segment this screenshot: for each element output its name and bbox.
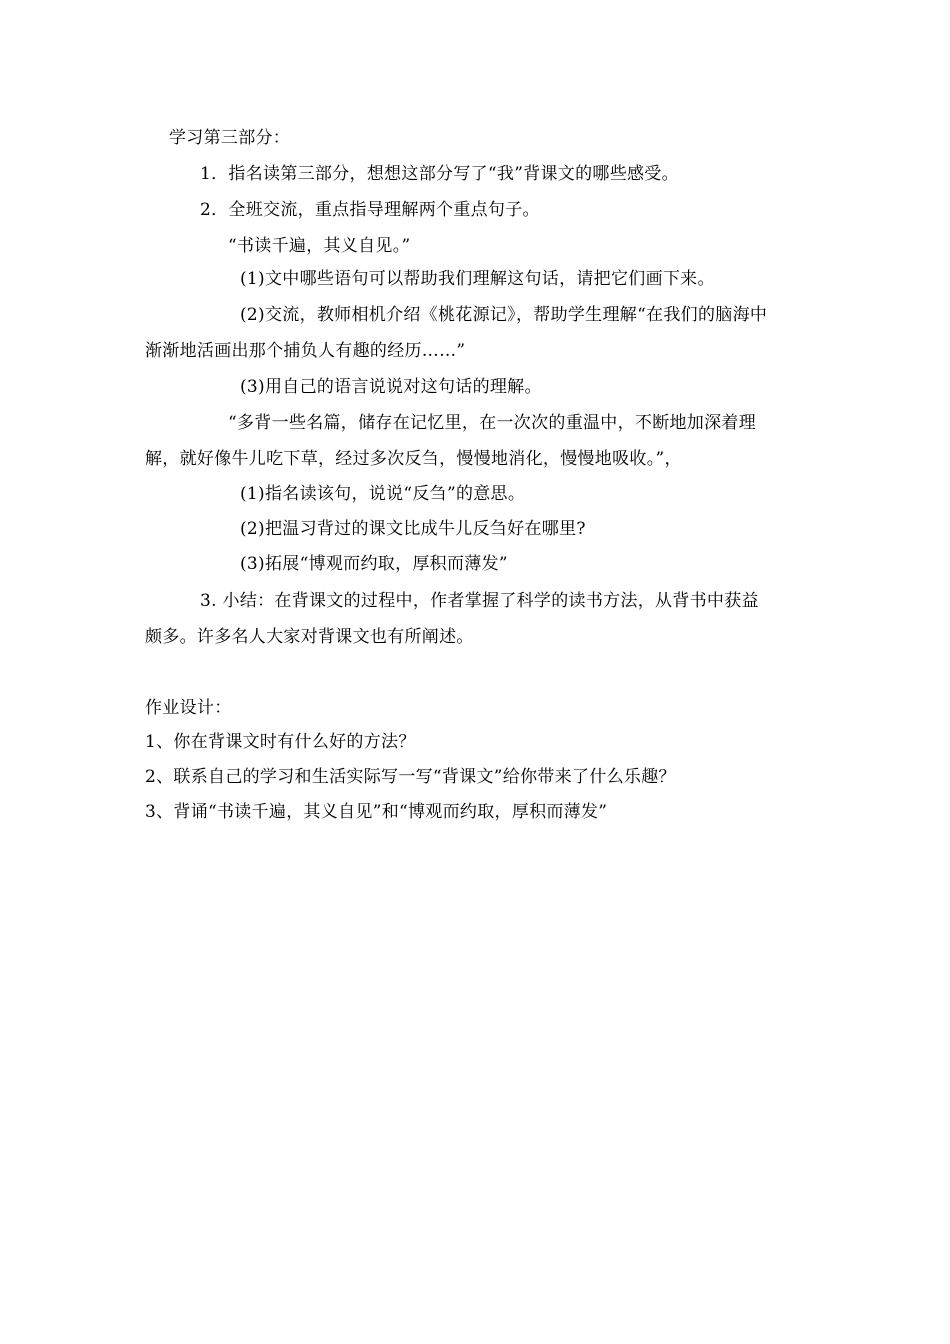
step-1: 1．指名读第三部分，想想这部分写了“我”背课文的哪些感受。 xyxy=(200,164,679,184)
section-heading: 学习第三部分： xyxy=(169,128,291,148)
homework-heading: 作业设计： xyxy=(145,698,232,718)
quote-1-item-2-line-2: 渐渐地活画出那个捕负人有趣的经历……” xyxy=(145,341,466,361)
quote-2-item-1: (1)指名读该句，说说“反刍”的意思。 xyxy=(240,484,526,504)
homework-item-1: 1、你在背课文时有什么好的方法？ xyxy=(145,732,416,752)
quote-2-item-3: (3)拓展“博观而约取，厚积而薄发” xyxy=(240,554,508,574)
summary-line-1: 3. 小结：在背课文的过程中，作者掌握了科学的读书方法，从背书中获益 xyxy=(200,591,759,611)
quote-1: “书读千遍，其义自见。” xyxy=(228,236,411,256)
step-2: 2．全班交流，重点指导理解两个重点句子。 xyxy=(200,200,540,220)
summary-line-2: 颇多。许多名人大家对背课文也有所阐述。 xyxy=(145,627,474,647)
quote-2-line-1: “多背一些名篇，储存在记忆里，在一次次的重温中，不断地加深着理 xyxy=(228,413,756,433)
homework-item-2: 2、联系自己的学习和生活实际写一写“背课文”给你带来了什么乐趣？ xyxy=(145,767,676,787)
quote-2-line-2: 解，就好像牛儿吃下草，经过多次反刍，慢慢地消化，慢慢地吸收。”， xyxy=(145,449,682,469)
quote-2-item-2: (2)把温习背过的课文比成牛儿反刍好在哪里? xyxy=(240,519,586,539)
homework-item-3: 3、背诵“书读千遍，其义自见”和“博观而约取，厚积而薄发” xyxy=(145,802,608,822)
quote-1-item-2-line-1: (2)交流，教师相机介绍《桃花源记》，帮助学生理解“在我们的脑海中 xyxy=(240,305,768,325)
quote-1-item-3: (3)用自己的语言说说对这句话的理解。 xyxy=(240,377,542,397)
quote-1-item-1: (1)文中哪些语句可以帮助我们理解这句话，请把它们画下来。 xyxy=(240,269,715,289)
